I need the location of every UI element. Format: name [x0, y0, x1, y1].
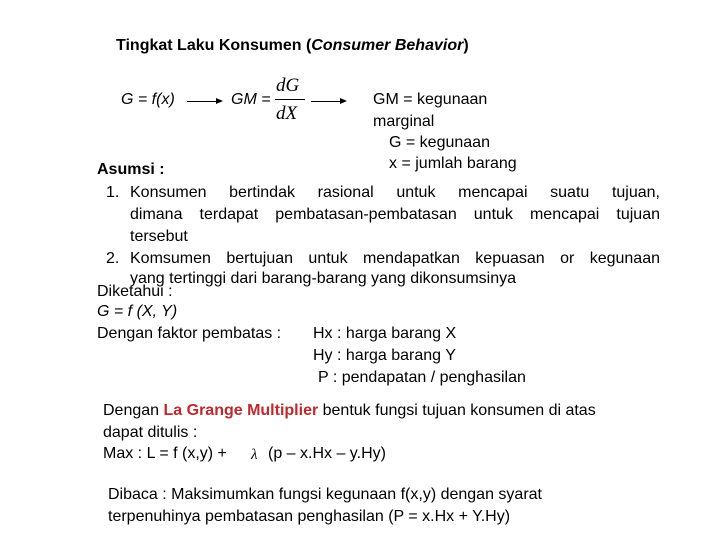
asumsi-item2-line1: Komsumen bertujuan untuk mendapatkan kepuasan or kegunaan [130, 250, 660, 267]
lagrange-line1 [103, 402, 596, 420]
p-definition: P : pendapatan / penghasilan [318, 369, 526, 386]
g-definition: G = kegunaan [389, 134, 490, 151]
max-formula-prefix: Max : L = f (x,y) + [103, 445, 227, 462]
diketahui-label: Diketahui : [97, 283, 173, 300]
fraction-denominator: dX [276, 103, 298, 124]
asumsi-item1-line2: dimana terdapat pembatasan-pembatasan untuk mencapai tujuan [130, 206, 660, 223]
page-title [116, 37, 469, 55]
lagrange-prefix: Dengan [103, 402, 164, 419]
pembatas-label: Dengan faktor pembatas : [97, 325, 282, 342]
g-fxy-formula: G = f (X, Y) [97, 303, 178, 320]
max-formula-suffix: (p – x.Hx – y.Hy) [268, 445, 386, 462]
arrow-2 [311, 101, 345, 102]
asumsi-heading: Asumsi : [97, 161, 165, 178]
gm-definition-line1: GM = kegunaan [373, 91, 488, 108]
asumsi-item1-number: 1. [106, 184, 120, 201]
g-fx-formula: G = f(x) [121, 91, 175, 108]
x-definition: x = jumlah barang [389, 155, 517, 172]
asumsi-item1-line3: tersebut [130, 228, 188, 245]
lagrange-highlight: La Grange Multiplier [163, 402, 319, 419]
title-suffix: ) [463, 37, 469, 54]
title-italic: Consumer Behavior [311, 37, 464, 54]
title-prefix: Tingkat Laku Konsumen ( [116, 37, 312, 54]
asumsi-item2-number: 2. [106, 250, 120, 267]
lagrange-line2: dapat ditulis : [103, 424, 198, 441]
fraction-numerator: dG [276, 75, 300, 96]
asumsi-item2-line2: yang tertinggi dari barang-barang yang dikonsumsinya [130, 270, 517, 287]
arrow-1 [187, 101, 221, 102]
lambda-symbol: λ [251, 447, 258, 463]
dibaca-line1: Dibaca : Maksimumkan fungsi kegunaan f(x,y) dengan syarat [108, 486, 542, 503]
hx-definition: Hx : harga barang X [313, 325, 457, 342]
gm-equals: GM = [231, 91, 271, 108]
asumsi-item1-line1: Konsumen bertindak rasional untuk mencapai suatu tujuan, [130, 184, 660, 201]
gm-definition-line2: marginal [373, 113, 435, 130]
hy-definition: Hy : harga barang Y [313, 347, 456, 364]
dibaca-line2: terpenuhinya pembatasan penghasilan (P = x.Hx + Y.Hy) [108, 508, 511, 525]
lagrange-suffix: bentuk fungsi tujuan konsumen di atas [318, 402, 596, 419]
fraction-bar [275, 99, 305, 100]
